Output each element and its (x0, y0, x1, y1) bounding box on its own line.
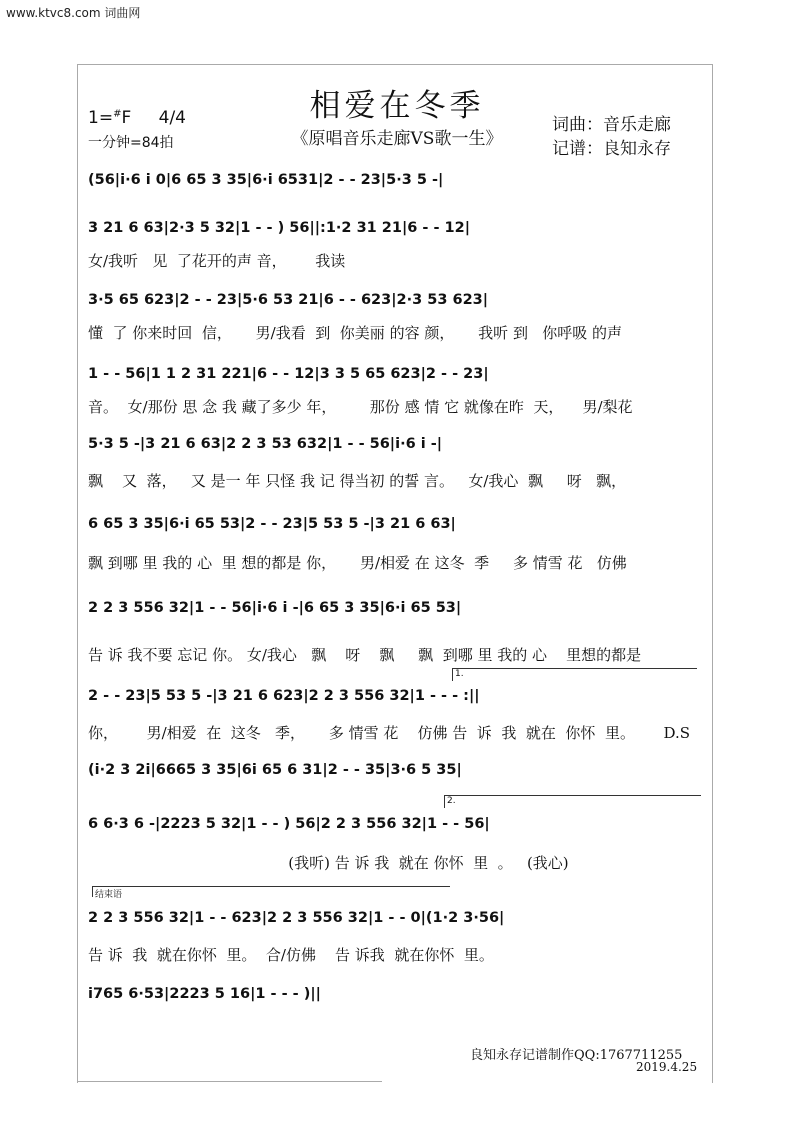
notation-row-1: (56|i·6 i 0|6 65 3 35|6·i 6531|2 - - 23|5·3 5 -| (88, 172, 444, 188)
lyrics-row-2: 女/我听 见 了花开的声 音， 我读 (88, 252, 346, 270)
footer-credit: 良知永存记谱制作QQ:1767711255 (470, 1048, 683, 1063)
notation-row-11: 2 2 3 556 32|1 - - 623|2 2 3 556 32|1 - - 0|(1·2 3·56| (88, 910, 505, 926)
lyrics-row-3: 懂 了 你来时回 信， 男/我看 到 你美丽 的容 颜， 我听 到 你呼吸 的声 (88, 324, 623, 342)
lyrics-row-4: 音。 女/那份 思 念 我 藏了多少 年， 那份 感 情 它 就像在昨 天， 男/梨花 (88, 398, 633, 416)
lyrics-row-5: 飘 又 落， 又 是一 年 只怪 我 记 得当初 的誓 言。 女/我心 飘 呀 飘， (88, 472, 627, 490)
ending-box: 结束语 (92, 886, 450, 897)
notation-row-7: 2 2 3 556 32|1 - - 56|i·6 i -|6 65 3 35|6·i 65 53| (88, 600, 462, 616)
lyricist-composer: 词曲：音乐走廊 (552, 115, 671, 135)
notation-row-2: 3 21 6 63|2·3 5 32|1 - - ) 56||:1·2 31 21|6 - - 12| (88, 220, 471, 236)
lyrics-row-10: (我听) 告 诉 我 就在 你怀 里 。 (我心) (88, 854, 569, 872)
song-title: 相爱在冬季 (309, 88, 485, 124)
notation-row-9: (i·2 3 2i|6665 3 35|6i 65 6 31|2 - - 35|3·6 5 35| (88, 762, 462, 778)
volta-1: 1. (452, 668, 697, 681)
lyrics-row-7: 告 诉 我不要 忘记 你。 女/我心 飘 呀 飘 飘 到哪 里 我的 心 里想的都是 (88, 646, 642, 664)
notation-row-4: 1 - - 56|1 1 2 31 221|6 - - 12|3 3 5 65 623|2 - - 23| (88, 366, 489, 382)
score-frame (77, 64, 713, 1083)
tempo-marking: 一分钟=84拍 (88, 135, 174, 151)
footer-date: 2019.4.25 (636, 1060, 698, 1074)
key-signature (88, 108, 186, 128)
transcriber: 记谱：良知永存 (552, 139, 671, 159)
notation-row-10: 6 6·3 6 -|2223 5 32|1 - - ) 56|2 2 3 556 32|1 - - 56| (88, 816, 490, 832)
time-signature: 4/4 (158, 108, 186, 128)
notation-row-6: 6 65 3 35|6·i 65 53|2 - - 23|5 53 5 -|3 21 6 63| (88, 516, 456, 532)
song-subtitle: 《原唱音乐走廊VS歌一生》 (291, 129, 503, 149)
notation-row-8: 2 - - 23|5 53 5 -|3 21 6 623|2 2 3 556 32|1 - - - :|| (88, 688, 480, 704)
notation-row-5: 5·3 5 -|3 21 6 63|2 2 3 53 632|1 - - 56|i·6 i -| (88, 436, 443, 452)
watermark: www.ktvc8.com 词曲网 (6, 6, 141, 20)
notation-row-12: i765 6·53|2223 5 16|1 - - - )|| (88, 986, 321, 1002)
volta-2: 2. (444, 795, 701, 808)
notation-row-3: 3·5 65 623|2 - - 23|5·6 53 21|6 - - 623|2·3 53 623| (88, 292, 489, 308)
lyrics-row-6: 飘 到哪 里 我的 心 里 想的都是 你， 男/相爱 在 这冬 季 多 情雪 花 仿佛 (88, 554, 627, 572)
lyrics-row-8: 你， 男/相爱 在 这冬 季， 多 情雪 花 仿佛 告 诉 我 就在 你怀 里。 D.S (88, 724, 691, 742)
lyrics-row-11: 告 诉 我 就在你怀 里。 合/仿佛 告 诉我 就在你怀 里。 (88, 946, 494, 964)
key-text: 1=#F (88, 108, 132, 128)
score-frame-bottom (77, 1081, 382, 1082)
